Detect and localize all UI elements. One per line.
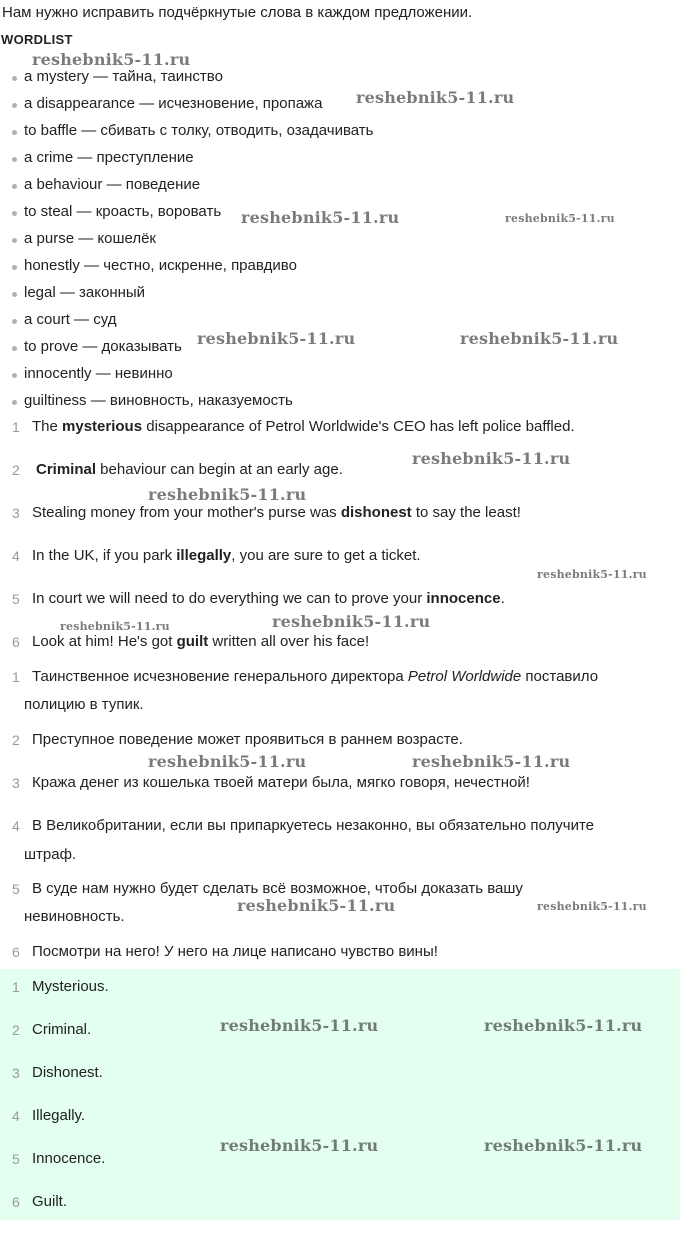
watermark: reshebnik5-11.ru xyxy=(412,752,571,771)
answers-panel xyxy=(0,969,680,1220)
translation: Кража денег из кошелька твоей матери была, мягко говоря, нечестной! xyxy=(32,774,530,791)
wordlist-item: to steal — кроасть, воровать xyxy=(24,203,222,220)
wordlist-item: to prove — доказывать xyxy=(24,338,182,355)
translation: В суде нам нужно будет сделать всё возможное, чтобы доказать вашу xyxy=(32,880,523,897)
translation-number: 5 xyxy=(12,881,20,897)
sentence: Look at him! He's got guilt written all over his face! xyxy=(32,633,370,650)
translation-number: 1 xyxy=(12,669,20,685)
answer: Innocence. xyxy=(32,1150,106,1167)
wordlist-item: a purse — кошелёк xyxy=(24,230,156,247)
sentence-number: 4 xyxy=(12,548,20,564)
answer-number: 5 xyxy=(12,1151,20,1167)
answer: Guilt. xyxy=(32,1193,68,1210)
watermark: reshebnik5-11.ru xyxy=(197,329,356,348)
watermark: reshebnik5-11.ru xyxy=(220,1016,379,1035)
watermark: reshebnik5-11.ru xyxy=(537,568,647,581)
wordlist-item: a behaviour — поведение xyxy=(24,176,201,193)
wordlist-item: guiltiness — виновность, наказуемость xyxy=(24,392,293,409)
answer: Mysterious. xyxy=(32,978,109,995)
wordlist-item: a mystery — тайна, таинство xyxy=(24,68,223,85)
answer: Criminal. xyxy=(32,1021,92,1038)
sentence: Criminal behaviour can begin at an early age. xyxy=(36,461,343,478)
translation-number: 2 xyxy=(12,732,20,748)
watermark: reshebnik5-11.ru xyxy=(505,212,615,225)
watermark: reshebnik5-11.ru xyxy=(460,329,619,348)
translation-continued: штраф. xyxy=(24,846,77,863)
sentence-number: 1 xyxy=(12,419,20,435)
translation-number: 6 xyxy=(12,944,20,960)
watermark: reshebnik5-11.ru xyxy=(237,896,396,915)
watermark: reshebnik5-11.ru xyxy=(148,485,307,504)
sentence: In the UK, if you park illegally, you are sure to get a ticket. xyxy=(32,547,421,564)
watermark: reshebnik5-11.ru xyxy=(484,1136,643,1155)
instruction: Нам нужно исправить подчёркнутые слова в каждом предложении. xyxy=(2,4,473,21)
wordlist-item: a court — суд xyxy=(24,311,117,328)
wordlist-item: to baffle — сбивать с толку, отводить, озадачивать xyxy=(24,122,374,139)
sentence-number: 3 xyxy=(12,505,20,521)
answer-number: 4 xyxy=(12,1108,20,1124)
watermark: reshebnik5-11.ru xyxy=(60,620,170,633)
translation: Преступное поведение может проявиться в раннем возрасте. xyxy=(32,731,463,748)
translation-continued: полицию в тупик. xyxy=(24,696,144,713)
sentence: In court we will need to do everything we can to prove your innocence. xyxy=(32,590,505,607)
wordlist-item: a disappearance — исчезновение, пропажа xyxy=(24,95,323,112)
sentence-number: 6 xyxy=(12,634,20,650)
wordlist-item: legal — законный xyxy=(24,284,146,301)
watermark: reshebnik5-11.ru xyxy=(537,900,647,913)
wordlist-title: WORDLIST xyxy=(1,32,73,47)
answer-number: 2 xyxy=(12,1022,20,1038)
sentence: The mysterious disappearance of Petrol Worldwide's CEO has left police baffled. xyxy=(32,418,575,435)
watermark: reshebnik5-11.ru xyxy=(484,1016,643,1035)
watermark: reshebnik5-11.ru xyxy=(241,208,400,227)
answer-number: 3 xyxy=(12,1065,20,1081)
watermark: reshebnik5-11.ru xyxy=(356,88,515,107)
translation: В Великобритании, если вы припаркуетесь незаконно, вы обязательно получите xyxy=(32,817,595,834)
answer-number: 6 xyxy=(12,1194,20,1210)
sentence-number: 5 xyxy=(12,591,20,607)
wordlist-item: innocently — невинно xyxy=(24,365,173,382)
watermark: reshebnik5-11.ru xyxy=(148,752,307,771)
translation-number: 3 xyxy=(12,775,20,791)
wordlist-item: a crime — преступление xyxy=(24,149,194,166)
sentence: Stealing money from your mother's purse was dishonest to say the least! xyxy=(32,504,521,521)
watermark: reshebnik5-11.ru xyxy=(272,612,431,631)
translation-continued: невиновность. xyxy=(24,908,125,925)
translation-number: 4 xyxy=(12,818,20,834)
translation: Таинственное исчезновение генерального директора Petrol Worldwide поставило xyxy=(32,668,599,685)
answer: Dishonest. xyxy=(32,1064,103,1081)
watermark: reshebnik5-11.ru xyxy=(32,50,191,69)
watermark: reshebnik5-11.ru xyxy=(412,449,571,468)
watermark: reshebnik5-11.ru xyxy=(220,1136,379,1155)
translation: Посмотри на него! У него на лице написано чувство вины! xyxy=(32,943,438,960)
sentence-number: 2 xyxy=(12,462,20,478)
wordlist-item: honestly — честно, искренне, правдиво xyxy=(24,257,297,274)
answer-number: 1 xyxy=(12,979,20,995)
answer: Illegally. xyxy=(32,1107,86,1124)
